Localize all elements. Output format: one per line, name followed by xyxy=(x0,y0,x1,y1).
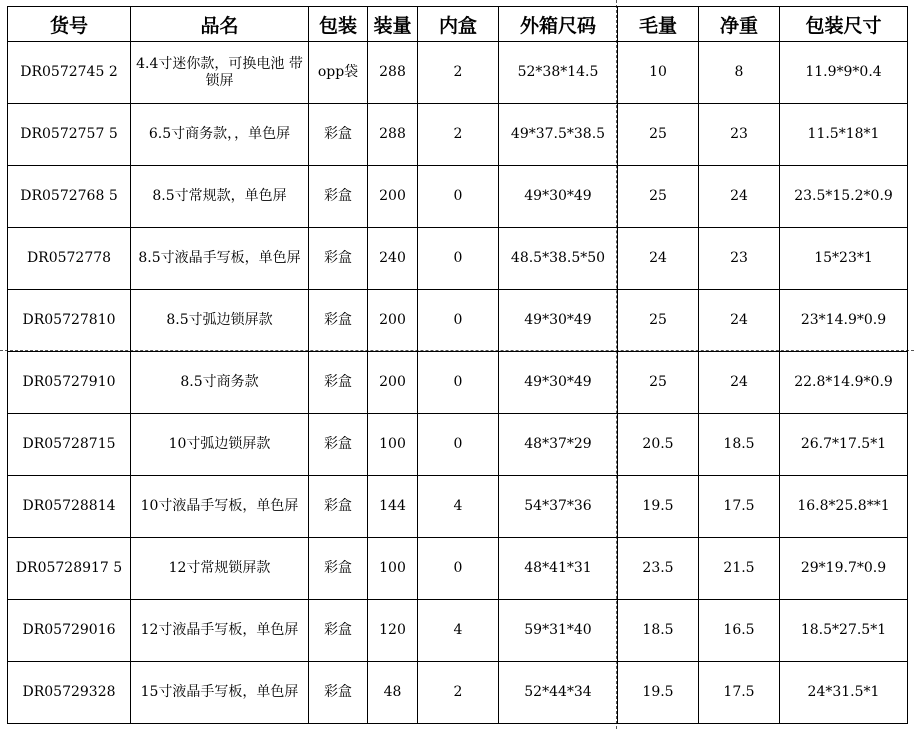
package-size-cell: 22.8*14.9*0.9 xyxy=(780,352,908,414)
packaging-cell: opp袋 xyxy=(309,42,368,104)
package-size-cell: 15*23*1 xyxy=(780,228,908,290)
header-cell: 包装 xyxy=(309,7,368,42)
packaging-cell: 彩盒 xyxy=(309,290,368,352)
carton-size-cell: 48.5*38.5*50 xyxy=(499,228,618,290)
product-name-cell: 12寸液晶手写板，单色屏 xyxy=(131,600,309,662)
product-spec-table xyxy=(7,6,908,724)
inner-box-cell: 2 xyxy=(418,662,499,724)
inner-box-cell: 0 xyxy=(418,228,499,290)
table-row xyxy=(8,538,908,600)
packaging-cell: 彩盒 xyxy=(309,414,368,476)
net-weight-cell: 23 xyxy=(699,104,780,166)
carton-size-cell: 48*41*31 xyxy=(499,538,618,600)
table-row xyxy=(8,600,908,662)
item-code-cell: DR05727810 xyxy=(8,290,131,352)
carton-size-cell: 49*30*49 xyxy=(499,352,618,414)
product-name-cell: 8.5寸商务款 xyxy=(131,352,309,414)
gross-weight-cell: 25 xyxy=(618,166,699,228)
net-weight-cell: 18.5 xyxy=(699,414,780,476)
item-code-cell: DR0572745 2 xyxy=(8,42,131,104)
net-weight-cell: 17.5 xyxy=(699,476,780,538)
header-cell: 货号 xyxy=(8,7,131,42)
carton-size-cell: 49*30*49 xyxy=(499,290,618,352)
package-size-cell: 29*19.7*0.9 xyxy=(780,538,908,600)
quantity-cell: 48 xyxy=(368,662,418,724)
item-code-cell: DR05728715 xyxy=(8,414,131,476)
package-size-cell: 23*14.9*0.9 xyxy=(780,290,908,352)
inner-box-cell: 0 xyxy=(418,538,499,600)
inner-box-cell: 2 xyxy=(418,104,499,166)
net-weight-cell: 16.5 xyxy=(699,600,780,662)
header-cell: 净重 xyxy=(699,7,780,42)
product-name-cell: 12寸常规锁屏款 xyxy=(131,538,309,600)
table-row xyxy=(8,166,908,228)
inner-box-cell: 0 xyxy=(418,352,499,414)
inner-box-cell: 0 xyxy=(418,414,499,476)
net-weight-cell: 17.5 xyxy=(699,662,780,724)
item-code-cell: DR05729016 xyxy=(8,600,131,662)
gross-weight-cell: 19.5 xyxy=(618,476,699,538)
table-row xyxy=(8,414,908,476)
net-weight-cell: 24 xyxy=(699,352,780,414)
header-row xyxy=(8,7,908,42)
inner-box-cell: 0 xyxy=(418,166,499,228)
net-weight-cell: 8 xyxy=(699,42,780,104)
quantity-cell: 100 xyxy=(368,414,418,476)
net-weight-cell: 24 xyxy=(699,290,780,352)
quantity-cell: 240 xyxy=(368,228,418,290)
packaging-cell: 彩盒 xyxy=(309,538,368,600)
product-name-cell: 8.5寸液晶手写板，单色屏 xyxy=(131,228,309,290)
table-row xyxy=(8,290,908,352)
quantity-cell: 200 xyxy=(368,166,418,228)
package-size-cell: 11.9*9*0.4 xyxy=(780,42,908,104)
carton-size-cell: 48*37*29 xyxy=(499,414,618,476)
quantity-cell: 288 xyxy=(368,42,418,104)
product-name-cell: 8.5寸弧边锁屏款 xyxy=(131,290,309,352)
net-weight-cell: 23 xyxy=(699,228,780,290)
header-cell: 装量 xyxy=(368,7,418,42)
gross-weight-cell: 19.5 xyxy=(618,662,699,724)
item-code-cell: DR05729328 xyxy=(8,662,131,724)
quantity-cell: 100 xyxy=(368,538,418,600)
item-code-cell: DR0572757 5 xyxy=(8,104,131,166)
packaging-cell: 彩盒 xyxy=(309,600,368,662)
table-row xyxy=(8,228,908,290)
product-name-cell: 10寸液晶手写板，单色屏 xyxy=(131,476,309,538)
table-row xyxy=(8,662,908,724)
table-row xyxy=(8,352,908,414)
packaging-cell: 彩盒 xyxy=(309,662,368,724)
carton-size-cell: 49*37.5*38.5 xyxy=(499,104,618,166)
quantity-cell: 120 xyxy=(368,600,418,662)
product-name-cell: 10寸弧边锁屏款 xyxy=(131,414,309,476)
product-name-cell: 4.4寸迷你款，可换电池 带锁屏 xyxy=(131,42,309,104)
quantity-cell: 144 xyxy=(368,476,418,538)
item-code-cell: DR05727910 xyxy=(8,352,131,414)
inner-box-cell: 0 xyxy=(418,290,499,352)
item-code-cell: DR05728917 5 xyxy=(8,538,131,600)
item-code-cell: DR0572768 5 xyxy=(8,166,131,228)
gross-weight-cell: 24 xyxy=(618,228,699,290)
net-weight-cell: 24 xyxy=(699,166,780,228)
header-cell: 包装尺寸 xyxy=(780,7,908,42)
package-size-cell: 16.8*25.8**1 xyxy=(780,476,908,538)
packaging-cell: 彩盒 xyxy=(309,166,368,228)
gross-weight-cell: 23.5 xyxy=(618,538,699,600)
header-cell: 品名 xyxy=(131,7,309,42)
table-row xyxy=(8,476,908,538)
carton-size-cell: 54*37*36 xyxy=(499,476,618,538)
header-cell: 内盒 xyxy=(418,7,499,42)
packaging-cell: 彩盒 xyxy=(309,476,368,538)
inner-box-cell: 4 xyxy=(418,476,499,538)
header-cell: 毛量 xyxy=(618,7,699,42)
package-size-cell: 24*31.5*1 xyxy=(780,662,908,724)
product-name-cell: 8.5寸常规款，单色屏 xyxy=(131,166,309,228)
item-code-cell: DR05728814 xyxy=(8,476,131,538)
gross-weight-cell: 10 xyxy=(618,42,699,104)
packaging-cell: 彩盒 xyxy=(309,352,368,414)
package-size-cell: 23.5*15.2*0.9 xyxy=(780,166,908,228)
header-cell: 外箱尺码 xyxy=(499,7,618,42)
inner-box-cell: 2 xyxy=(418,42,499,104)
carton-size-cell: 59*31*40 xyxy=(499,600,618,662)
quantity-cell: 288 xyxy=(368,104,418,166)
inner-box-cell: 4 xyxy=(418,600,499,662)
table-row xyxy=(8,42,908,104)
package-size-cell: 26.7*17.5*1 xyxy=(780,414,908,476)
packaging-cell: 彩盒 xyxy=(309,228,368,290)
product-name-cell: 6.5寸商务款，，单色屏 xyxy=(131,104,309,166)
gross-weight-cell: 18.5 xyxy=(618,600,699,662)
item-code-cell: DR0572778 xyxy=(8,228,131,290)
gross-weight-cell: 25 xyxy=(618,352,699,414)
carton-size-cell: 52*44*34 xyxy=(499,662,618,724)
product-name-cell: 15寸液晶手写板，单色屏 xyxy=(131,662,309,724)
carton-size-cell: 52*38*14.5 xyxy=(499,42,618,104)
package-size-cell: 11.5*18*1 xyxy=(780,104,908,166)
carton-size-cell: 49*30*49 xyxy=(499,166,618,228)
package-size-cell: 18.5*27.5*1 xyxy=(780,600,908,662)
gross-weight-cell: 20.5 xyxy=(618,414,699,476)
quantity-cell: 200 xyxy=(368,290,418,352)
net-weight-cell: 21.5 xyxy=(699,538,780,600)
gross-weight-cell: 25 xyxy=(618,290,699,352)
packaging-cell: 彩盒 xyxy=(309,104,368,166)
gross-weight-cell: 25 xyxy=(618,104,699,166)
table-row xyxy=(8,104,908,166)
quantity-cell: 200 xyxy=(368,352,418,414)
